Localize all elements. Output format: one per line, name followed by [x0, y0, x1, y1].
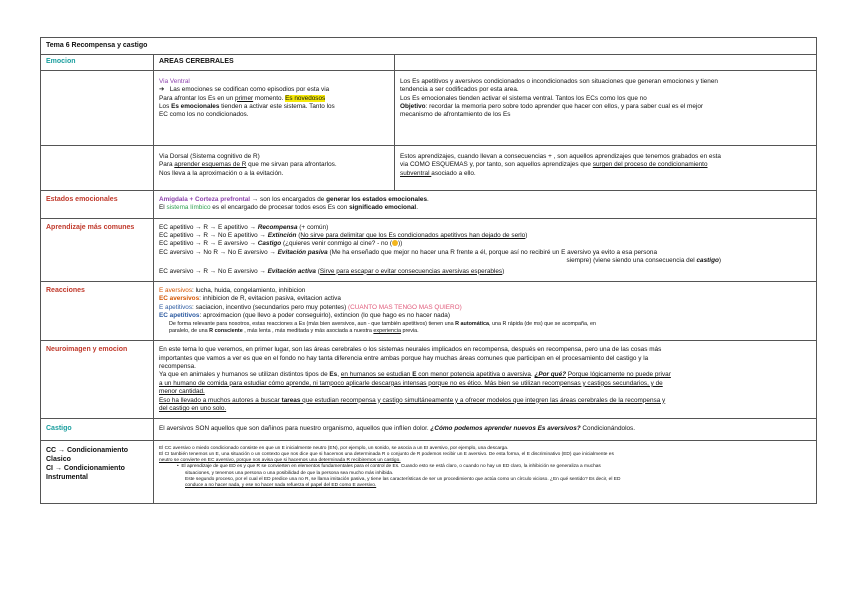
neuro-text4ub: E	[412, 371, 417, 379]
neuro-text4u3: Porque lógicamente no puede privar	[567, 371, 671, 379]
cc-label: CC → Condicionamiento Clasico	[46, 446, 129, 463]
dorsal-cell	[154, 145, 395, 190]
neuro-line2: importantes que vamos a ver es que en el fondo no hay tanta diferencia entre ambas porque hay muchas áreas comunes que participan en el procesamiento del castigo y la	[159, 354, 649, 362]
aprendizaje-row	[41, 218, 817, 281]
cc-cell	[154, 440, 817, 503]
estados-text1c: generar los estados emocionales	[326, 195, 427, 203]
header-areas: AREAS CEREBRALES	[154, 55, 395, 70]
ventral-line4: EC como los no condicionados.	[159, 111, 249, 119]
ventral-text3b: Es emocionales	[171, 103, 220, 111]
por-que-text: ¿Por qué?	[534, 371, 567, 379]
neuro-text4u2: con menor potencia apetitiva o aversiva	[416, 371, 531, 379]
ventral-text3a: Los	[159, 103, 172, 111]
estados-cell	[154, 190, 817, 218]
neuro-text4c: ,	[337, 371, 341, 379]
dorsal-right-text3b: asociado a ello.	[431, 169, 476, 177]
aprendizaje-line3	[159, 240, 811, 248]
cc-b1-text: El aprendizaje de que ED es y que R se convierten en elementos fundamentales para el control de Es. Cuando esto se está claro, o cuando no hay un ED claro, la inhibición se generaliza a muchas	[181, 464, 601, 470]
objetivo-label: Objetivo	[400, 103, 426, 111]
apr-text5b: castigo	[696, 257, 719, 265]
estados-text1b: → son los encargados de	[250, 195, 327, 203]
apr-text4a: EC aversivo → No R → No E aversivo →	[159, 248, 278, 256]
castigo-label: Castigo	[41, 419, 154, 440]
notes-table	[40, 37, 817, 504]
apr-text2u: No sirve para delimitar que los Es condicionados apetitivos han dejado de serlo	[300, 232, 526, 240]
reac-text6u: experiencia	[373, 327, 401, 334]
ventral-right-l5: mecanismo de afrontamiento de los Es	[400, 111, 511, 119]
castigo-line1	[159, 425, 811, 433]
header-emocion: Emocion	[41, 55, 154, 70]
cc-bullet2b	[159, 483, 811, 489]
cc-b2b-text: conduce a no hacer nada, y ese no hacer nada refuerza el papel del ED como E aversivo.	[185, 482, 377, 488]
apr-text6d: )	[502, 267, 505, 275]
apr-text5a: siempre) (viene siendo una consecuencia del	[566, 257, 697, 265]
apr-text3a: EC apetitivo → R → E aversivo →	[159, 240, 258, 248]
neuro-text4a: Ya que en animales y humanos se utilizan distintos tipos de	[159, 371, 330, 379]
header-row	[41, 55, 817, 70]
reacciones-row	[41, 282, 817, 341]
recompensa-text: Recompensa	[257, 223, 298, 231]
ventral-line2	[159, 95, 389, 103]
apr-text2d: )	[525, 232, 528, 240]
apr-text6c: (	[315, 267, 320, 275]
reac-text5c: , una R rápida (de ms) que se acompaña, en	[489, 320, 596, 327]
aprendizaje-label: Aprendizaje más comunes	[41, 218, 154, 281]
apr-text3c: (¿quieres venir conmigo al cine? - no (	[281, 240, 392, 248]
ventral-label-cell	[41, 70, 154, 145]
neuro-text6u: menor cantidad.	[159, 388, 205, 396]
castigo-row	[41, 419, 817, 440]
estados-line2	[159, 204, 811, 212]
amigdala-text: Amígdala + Corteza prefrontal	[159, 195, 251, 203]
neuro-line6	[159, 388, 811, 396]
dorsal-right-l1: Estos aprendizajes, cuando llevan a consecuencias + , son aquellos aprendizajes que tenemos grabados en esta	[400, 152, 721, 160]
neuro-text8: del castigo en uno solo.	[159, 404, 227, 412]
reacciones-line1	[159, 287, 811, 295]
aprendizaje-line6	[159, 268, 811, 276]
aprendizaje-line1	[159, 224, 811, 232]
estados-text2d: significado emocional	[349, 204, 417, 212]
ventral-row	[41, 70, 817, 145]
reacciones-label: Reacciones	[41, 282, 154, 341]
limbico-text: sistema límbico	[166, 204, 211, 212]
reacciones-line3	[159, 304, 811, 312]
evitacion-pasiva-text: Evitación pasiva	[277, 248, 328, 256]
reac-text6b: R consciente	[209, 327, 243, 334]
ec-apetitivos-label: EC apetitivos	[159, 312, 200, 320]
castigo-cell	[154, 419, 817, 440]
dorsal-line3: Nos lleva a la aproximación o a la evitación.	[159, 169, 284, 177]
ventral-line1	[159, 86, 389, 94]
castigo-text: Castigo	[257, 240, 282, 248]
reac-text4b: : aproximacion (que llevo a poder conseguirlo), extincion (lo que hago es no hacer nada)	[199, 312, 450, 320]
cc-p1: El CC aversivo o miedo condicionado consiste en que un E inicialmente neutro (EN), por ejemplo, un sonido, se asocia a un EI aversivo, por ejemplo, una descarga.	[159, 445, 509, 451]
neuro-line8	[159, 405, 811, 413]
objetivo-text: : recordar la memoria pero sobre todo aprender que hacer con ellos, y para saber cual es el mejor	[425, 103, 704, 111]
reac-text6c: , más lenta , más meditada y más asociada a nuestra	[242, 327, 374, 334]
bullet-dot-icon: •	[177, 464, 182, 470]
reac-text5a: De forma relevante para nosotros, estas reacciones a Es (más bien aversivos, aun - que también apetitivos) tienen una	[169, 320, 456, 327]
header-empty	[395, 55, 817, 70]
reacciones-cell	[154, 282, 817, 341]
reacciones-line4	[159, 312, 811, 320]
dorsal-label-cell	[41, 145, 154, 190]
neuro-text7a: Eso ha llevado a muchos autores a buscar	[159, 396, 282, 404]
ventral-right-l4	[400, 103, 811, 111]
dorsal-text2b: que me sirvan para afrontarlos.	[246, 161, 337, 169]
dorsal-right-cell	[395, 145, 817, 190]
evitacion-activa-text: Evitación activa	[267, 267, 316, 275]
reac-text2b: : inhibicion de R, evitacion pasiva, evitacion activa	[199, 295, 341, 303]
apr-text4c: (Me ha enseñado que mejor no hacer una R frente a él, porque así no recibiré un E aversivo ya evito a esa persona	[327, 248, 658, 256]
cc-p2: El CI también tenemos un E, una situación o un contexto que nos dice que si hacemos una determinada R o conjunto de R podemos recibir un E aversivo. De esta forma, el E discriminativo (ED) que inicialmente es	[159, 451, 614, 457]
ventral-right-l3: Los Es emocionales tienden activar el sistema ventral. Tantos los ECs como los que no	[400, 94, 647, 102]
dorsal-text2a: Para	[159, 161, 175, 169]
estados-line1	[159, 196, 811, 204]
reacciones-line5	[159, 321, 811, 328]
castigo-question: ¿Cómo podemos aprender nuevos Es aversivos?	[430, 425, 581, 433]
estados-text2e: .	[416, 204, 418, 212]
ventral-right-l1: Los Es apetitivos y aversivos condicionados o incondicionados son situaciones que generan emociones y tienen	[400, 77, 718, 85]
dorsal-right-text2a: via COMO ESQUEMAS y, por tanto, son aquellos aprendizajes que	[400, 161, 593, 169]
ventral-text2b: momento.	[253, 94, 286, 102]
ventral-title: Via Ventral	[159, 77, 190, 85]
reac-text5b: R automática	[455, 320, 490, 327]
e-aversivos-label: E aversivos	[159, 287, 193, 295]
apr-text1a: EC apetitivo → R → E apetitivo →	[159, 223, 258, 231]
extincion-text: Extinción	[267, 232, 297, 240]
ventral-text1: Las emociones se codifican como episodios por esta via	[169, 86, 330, 94]
neuro-text4b: Es	[329, 371, 338, 379]
reac-text1b: : lucha, huida, congelamiento, inhibicion	[192, 287, 306, 295]
cc-label-cell	[41, 440, 154, 503]
apr-text6u: Sirve para escapar o evitar consecuencias aversivas esperables	[319, 267, 503, 275]
ventral-text2u: primer	[235, 94, 254, 102]
highlight-novedosos: Es novedosos	[285, 94, 326, 102]
aprendizaje-cell	[154, 218, 817, 281]
dorsal-line2	[159, 161, 389, 169]
dorsal-text2u: aprender esquemas de R	[174, 161, 247, 169]
dorsal-right-l2	[400, 161, 811, 169]
aprendizaje-line4	[159, 249, 811, 257]
apr-text3e: ))	[398, 240, 403, 248]
ventral-right-l2: tendencia a ser codificados por esta area.	[400, 86, 519, 94]
neuro-line3: recompensa.	[159, 362, 196, 370]
ventral-text2a: Para afrontar los Es en un	[159, 94, 236, 102]
estados-label: Estados emocionales	[41, 190, 154, 218]
neuro-line7	[159, 397, 811, 405]
neuro-text7b: tareas	[281, 396, 301, 404]
neuro-text5u: a un humano de comida para estudiar cómo aprende, ni tampoco aplicarle descargas intensas porque no es ético. Más bien se utilizan recompensas y castigos secundarios, y de	[159, 379, 663, 387]
cc-b1b-text: situaciones, y tenemos una persona o una posibilidad de que la persona sea mucho más inhibida.	[185, 470, 394, 476]
aprendizaje-line2	[159, 232, 811, 240]
neuro-label: Neuroimagen y emocion	[41, 341, 154, 419]
neuro-text4d: .	[530, 371, 535, 379]
reac-text3b: : saciacion, incentivo (secundarios pero muy potentes)	[192, 303, 348, 311]
neuro-line4	[159, 371, 811, 379]
page-title: Tema 6 Recompensa y castigo	[41, 38, 817, 55]
e-apetitivos-label: E apetitivos	[159, 303, 193, 311]
apr-text2c: (	[296, 232, 301, 240]
aprendizaje-line5	[159, 257, 811, 265]
castigo-text1c: Condicionándolos.	[580, 425, 636, 433]
ec-aversivos-label: EC aversivos	[159, 295, 200, 303]
reacciones-line6	[159, 328, 811, 335]
estados-row	[41, 190, 817, 218]
apr-text2a: EC apetitivo → R → No E apetitivo →	[159, 232, 268, 240]
reac-text3c: (CUANTO MAS TENGO MAS QUIERO)	[348, 303, 462, 311]
dorsal-title: Via Dorsal (Sistema cognitivo de R)	[159, 152, 260, 160]
neuro-row	[41, 341, 817, 419]
dorsal-right-l3	[400, 170, 811, 178]
reac-text6d: previa.	[400, 327, 419, 334]
estados-text2c: es el encargado de procesar todos esos Es con	[210, 204, 350, 212]
estados-text1d: .	[427, 195, 429, 203]
apr-text6a: EC aversivo → R → No E aversivo →	[159, 267, 268, 275]
castigo-text1a: El aversivos SON aquellos que son dañinos para nuestro organismo, aquellos que inflíen dolor.	[159, 425, 431, 433]
cc-row	[41, 440, 817, 503]
dorsal-right-text3u: subventral	[400, 169, 432, 177]
dorsal-row	[41, 145, 817, 190]
ventral-right-cell	[395, 70, 817, 145]
ventral-cell	[154, 70, 395, 145]
reacciones-line2	[159, 295, 811, 303]
estados-text2a: El	[159, 204, 167, 212]
ventral-line3	[159, 103, 389, 111]
apr-text1c: (+ común)	[297, 223, 329, 231]
neuro-cell	[154, 341, 817, 419]
neuro-text4u: en humanos se estudian	[340, 371, 413, 379]
arrow-icon: ➔	[159, 86, 165, 94]
apr-text5c: )	[718, 257, 722, 265]
ci-label: CI → Condicionamiento Instrumental	[46, 464, 125, 481]
neuro-line1: En este tema lo que veremos, en primer lugar, son las áreas cerebrales o los sistemas neurales implicados en recompensa, después en recompensa, pero una de las cosas más	[159, 346, 662, 354]
cc-p3-text: neutro se convierte en EC aversivo, porque nos avisa que si hacemos una determinada R recibiremos un castigo.	[159, 458, 401, 464]
neuro-text7c: que estudian recompensa y castigo simultáneamente y a ofrecer modelos que integren las áreas cerebrales de la recompensa y	[300, 396, 666, 404]
ventral-text3c: tienden a activar este sistema. Tanto los	[219, 103, 335, 111]
dorsal-right-text2u: surgen del proceso de condicionamiento	[592, 161, 708, 169]
notes-sheet	[40, 37, 816, 504]
title-row	[41, 38, 817, 55]
neuro-line5	[159, 380, 811, 388]
cc-b2-text: Este segundo proceso, por el cual el ED predice una no R, se llama imitación pasiva, y tiene las características de ser un procedimiento que actúa como un círculo vicioso. ¿En qué sentido? Es decir, el ED	[185, 476, 621, 482]
reac-text6a: paralelo, de una	[169, 327, 210, 334]
